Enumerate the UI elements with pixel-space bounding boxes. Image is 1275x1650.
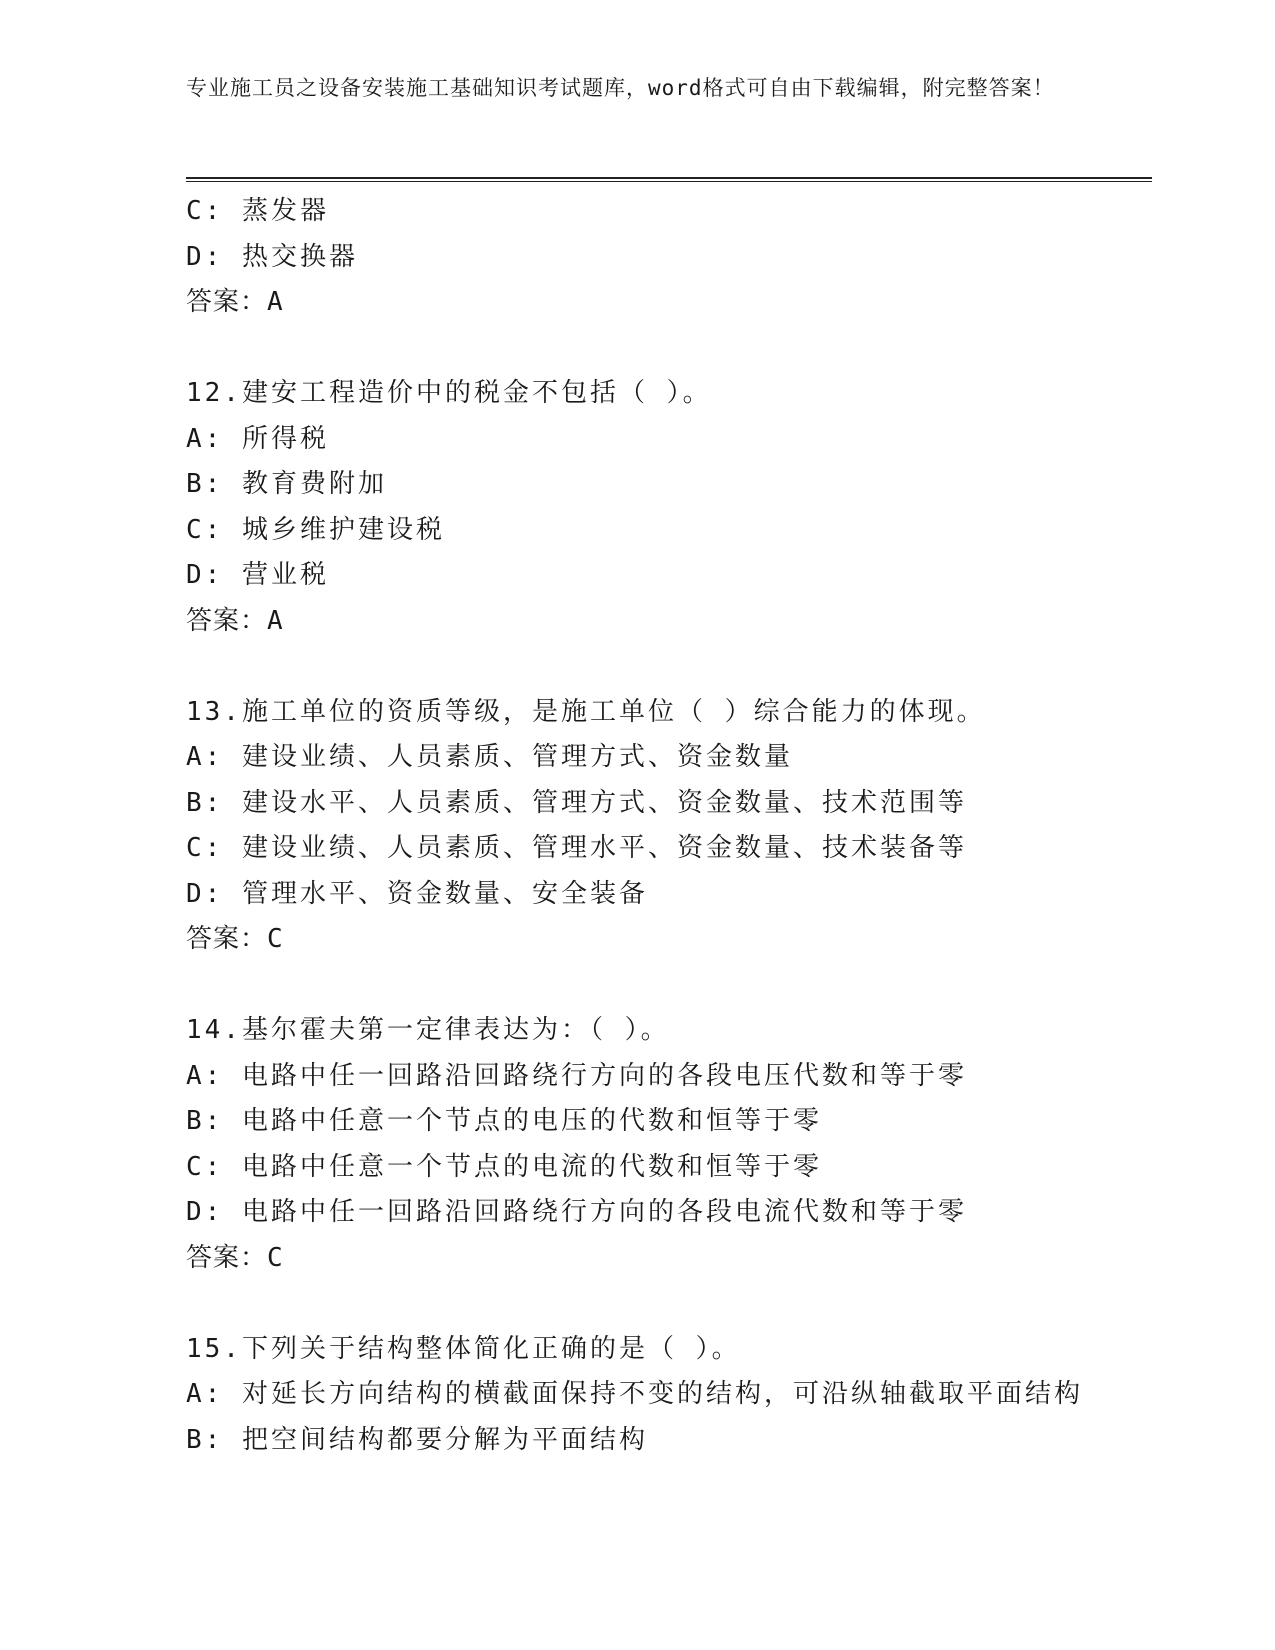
answer-label: 答案：	[186, 287, 268, 317]
answer-label: 答案：	[186, 1242, 268, 1273]
question-stem: 14.基尔霍夫第一定律表达为：（ ）。	[186, 1015, 670, 1045]
option-d: D: 营业税	[186, 560, 329, 590]
option-b: B: 教育费附加	[186, 469, 387, 499]
document-header	[186, 72, 1066, 105]
question-11-partial	[186, 189, 1186, 326]
option-c: C: 电路中任意一个节点的电流的代数和恒等于零	[186, 1151, 822, 1182]
question-14	[186, 1008, 1186, 1281]
option-b: B: 把空间结构都要分解为平面结构	[186, 1424, 648, 1455]
option-c: C: 蒸发器	[186, 196, 329, 226]
answer-value: C	[267, 1242, 284, 1273]
option-c: C: 城乡维护建设税	[186, 514, 445, 545]
answer-line	[186, 1236, 1186, 1282]
question-13	[186, 690, 1186, 963]
question-12	[186, 371, 1186, 644]
option-a: A: 对延长方向结构的横截面保持不变的结构，可沿纵轴截取平面结构	[186, 1379, 1083, 1409]
question-stem: 15.下列关于结构整体简化正确的是（ ）。	[186, 1333, 741, 1364]
answer-value: A	[267, 605, 284, 636]
spacer	[186, 963, 1186, 1009]
option-d: D: 管理水平、资金数量、安全装备	[186, 878, 648, 909]
question-15	[186, 1327, 1186, 1464]
option-b: B: 电路中任意一个节点的电压的代数和恒等于零	[186, 1106, 822, 1136]
answer-line	[186, 599, 1186, 645]
spacer	[186, 326, 1186, 372]
option-d: D: 电路中任一回路沿回路绕行方向的各段电流代数和等于零	[186, 1197, 967, 1227]
answer-line	[186, 917, 1186, 963]
answer-value: C	[267, 924, 284, 954]
document-body	[186, 189, 1186, 1463]
header-divider-thin	[186, 181, 1152, 182]
document-title: 专业施工员之设备安装施工基础知识考试题库，word格式可自由下载编辑，附完整答案！	[186, 76, 1055, 100]
option-a: A: 电路中任一回路沿回路绕行方向的各段电压代数和等于零	[186, 1060, 967, 1091]
spacer	[186, 1281, 1186, 1327]
spacer	[186, 644, 1186, 690]
answer-line	[186, 280, 1186, 326]
answer-label: 答案：	[186, 924, 268, 954]
question-stem: 13.施工单位的资质等级，是施工单位（ ）综合能力的体现。	[186, 696, 986, 727]
question-stem: 12.建安工程造价中的税金不包括（ ）。	[186, 378, 712, 408]
header-divider	[186, 177, 1152, 179]
answer-label: 答案：	[186, 605, 268, 636]
option-b: B: 建设水平、人员素质、管理方式、资金数量、技术范围等	[186, 787, 967, 818]
option-a: A: 所得税	[186, 423, 329, 454]
option-a: A: 建设业绩、人员素质、管理方式、资金数量	[186, 742, 793, 772]
option-c: C: 建设业绩、人员素质、管理水平、资金数量、技术装备等	[186, 833, 967, 863]
option-d: D: 热交换器	[186, 241, 358, 272]
answer-value: A	[267, 287, 284, 317]
